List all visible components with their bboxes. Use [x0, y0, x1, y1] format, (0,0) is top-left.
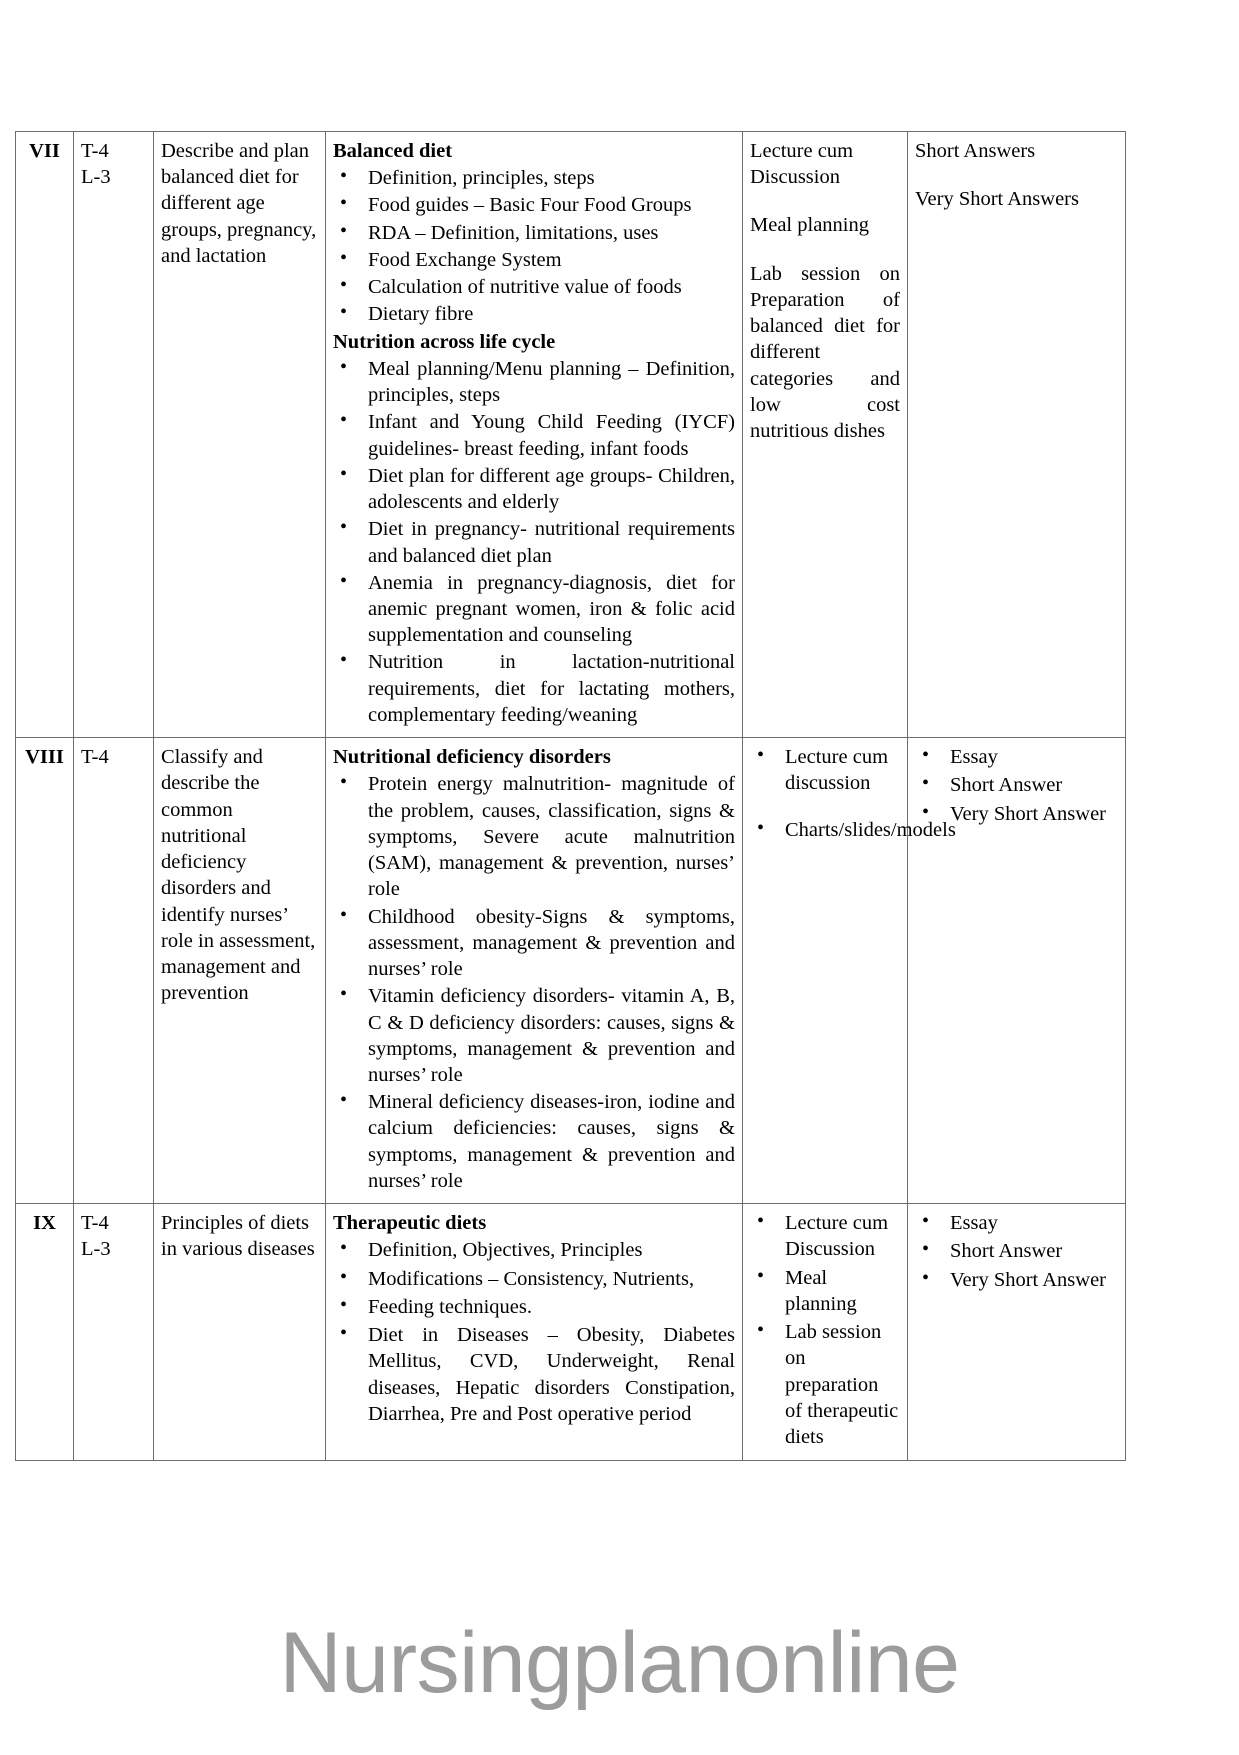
- assessment-method-cell: [908, 1204, 1126, 1461]
- list-item: • Definition, principles, steps: [333, 165, 735, 191]
- list-item: • Feeding techniques.: [333, 1294, 735, 1320]
- assessment-method-cell: [908, 132, 1126, 738]
- assessment-method-list: [915, 1210, 1118, 1293]
- list-item: • RDA – Definition, limitations, uses: [333, 220, 735, 246]
- unit-number: VII: [29, 140, 60, 162]
- content-cell: [326, 1204, 743, 1461]
- assessment-method-item: Short Answers: [915, 140, 1036, 162]
- teaching-method-cell: [743, 738, 956, 1204]
- content-bullet-list: [333, 1237, 735, 1427]
- list-item: • Essay: [915, 744, 1118, 770]
- content-cell: [326, 738, 743, 1204]
- teaching-method-item: Lab session on Preparation of balanced diet for different categories and low cost nutritious dishes: [750, 262, 900, 443]
- list-item: • Charts/slides/models: [750, 817, 900, 843]
- hours-theory: T-4: [81, 1212, 109, 1235]
- hours-lab: L-3: [81, 1238, 111, 1261]
- unit-hours-cell: [74, 132, 154, 738]
- list-item: • Diet plan for different age groups- Children, adolescents and elderly: [333, 463, 735, 515]
- list-item: • Very Short Answer: [915, 1267, 1118, 1293]
- list-item: • Short Answer: [915, 1238, 1118, 1264]
- list-item: • Lab session on preparation of therapeutic diets: [750, 1319, 900, 1450]
- assessment-method-cell: [908, 738, 1126, 1204]
- list-item: • Meal planning/Menu planning – Definition, principles, steps: [333, 356, 735, 408]
- unit-hours-cell: [74, 738, 154, 1204]
- list-item: • Mineral deficiency diseases-iron, iodine and calcium deficiencies: causes, signs & symptoms, management & prevention and nurses’ role: [333, 1089, 735, 1194]
- list-item: • Essay: [915, 1210, 1118, 1236]
- content-bullet-list: [333, 165, 735, 327]
- unit-number-cell: [16, 738, 74, 1204]
- list-item: • Calculation of nutritive value of foods: [333, 274, 735, 300]
- content-bullet-list: [333, 356, 735, 728]
- list-item: • Modifications – Consistency, Nutrients,: [333, 1266, 735, 1292]
- list-item: • Very Short Answer: [915, 801, 1118, 827]
- teaching-method-cell: [743, 1204, 908, 1461]
- teaching-method-item: Meal planning: [750, 214, 869, 237]
- syllabus-table: [15, 131, 1126, 1461]
- unit-number: VIII: [25, 746, 64, 769]
- learning-outcome-cell: [154, 1204, 326, 1461]
- content-heading: Nutritional deficiency disorders: [333, 746, 611, 769]
- hours-theory: T-4: [81, 140, 109, 162]
- unit-number-cell: [16, 132, 74, 738]
- content-bullet-list: [333, 771, 735, 1194]
- list-item: • Meal planning: [750, 1265, 900, 1317]
- watermark-text: Nursingplanonline: [279, 1615, 960, 1711]
- table-row: [16, 132, 1126, 738]
- list-item: • Dietary fibre: [333, 301, 735, 327]
- table-row: [16, 738, 1126, 1204]
- list-item: • Definition, Objectives, Principles: [333, 1237, 735, 1263]
- hours-lab: L-3: [81, 166, 111, 189]
- list-item: • Food Exchange System: [333, 247, 735, 273]
- unit-number: IX: [33, 1212, 56, 1235]
- list-item: • Lecture cum Discussion: [750, 1210, 900, 1262]
- learning-outcome-text: Describe and plan balanced diet for different age groups, pregnancy, and lactation: [161, 140, 317, 267]
- teaching-method-list: [750, 1210, 900, 1450]
- table-row: [16, 1204, 1126, 1461]
- list-item: • Vitamin deficiency disorders- vitamin A, B, C & D deficiency disorders: causes, signs & symptoms, management & prevention and nurses’ role: [333, 983, 735, 1088]
- unit-number-cell: [16, 1204, 74, 1461]
- learning-outcome-text: Classify and describe the common nutritional deficiency disorders and identify nurses’ role in assessment, management and prevention: [161, 746, 316, 1005]
- teaching-method-cell: [743, 132, 908, 738]
- list-item: • Protein energy malnutrition- magnitude of the problem, causes, classification, signs & symptoms, Severe acute malnutrition (SAM), management & prevention, nurses’ role: [333, 771, 735, 902]
- list-item: • Diet in Diseases – Obesity, Diabetes Mellitus, CVD, Underweight, Renal diseases, Hepatic disorders Constipation, Diarrhea, Pre and Post operative period: [333, 1322, 735, 1427]
- list-item: • Food guides – Basic Four Food Groups: [333, 192, 735, 218]
- assessment-method-item: Very Short Answers: [915, 188, 1079, 211]
- list-item: • Diet in pregnancy- nutritional requirements and balanced diet plan: [333, 516, 735, 568]
- teaching-method-item: Lecture cum Discussion: [750, 140, 854, 189]
- hours-theory: T-4: [81, 746, 109, 769]
- content-heading: Balanced diet: [333, 140, 453, 162]
- assessment-method-list: [915, 744, 1118, 827]
- list-item: • Childhood obesity-Signs & symptoms, assessment, management & prevention and nurses’ role: [333, 904, 735, 983]
- list-item: • Short Answer: [915, 772, 1118, 798]
- learning-outcome-text: Principles of diets in various diseases: [161, 1212, 315, 1261]
- teaching-method-list: [750, 744, 956, 843]
- list-item: • Infant and Young Child Feeding (IYCF) guidelines- breast feeding, infant foods: [333, 409, 735, 461]
- list-item: • Lecture cum discussion: [750, 744, 900, 796]
- list-item: • Nutrition in lactation-nutritional requirements, diet for lactating mothers, complementary feeding/weaning: [333, 649, 735, 728]
- content-cell: [326, 132, 743, 738]
- unit-hours-cell: [74, 1204, 154, 1461]
- content-heading: Therapeutic diets: [333, 1212, 487, 1235]
- content-heading: Nutrition across life cycle: [333, 330, 556, 353]
- learning-outcome-cell: [154, 132, 326, 738]
- learning-outcome-cell: [154, 738, 326, 1204]
- list-item: • Anemia in pregnancy-diagnosis, diet for anemic pregnant women, iron & folic acid supplementation and counseling: [333, 570, 735, 649]
